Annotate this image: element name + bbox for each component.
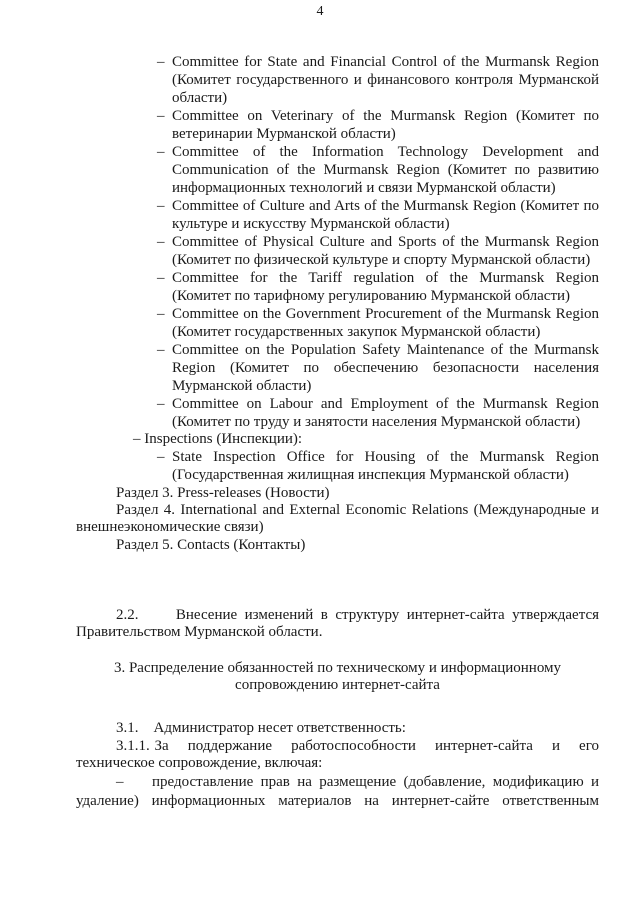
section-heading-3: 3. Распределение обязанностей по техническому и информационному — [113, 660, 562, 676]
item-en: Committee on Labour and Employment of the Murmansk Region — [172, 396, 599, 412]
dash-bullet: – — [157, 342, 165, 358]
item-en-cont: Communication of the Murmansk Region (Комитет по развитию — [172, 162, 599, 178]
item-en: Committee of Physical Culture and Sports of the Murmansk Region — [172, 234, 599, 250]
dash-bullet: – — [116, 774, 124, 790]
item-en: Committee on Veterinary of the Murmansk Region (Комитет по — [172, 108, 599, 124]
item-en: Committee of Culture and Arts of the Murmansk Region (Комитет по — [172, 198, 599, 214]
section-5: Раздел 5. Contacts (Контакты) — [116, 537, 306, 553]
list-item — [157, 107, 599, 143]
dash-bullet: – — [157, 396, 165, 412]
list-item — [157, 233, 599, 269]
inspections-heading — [133, 430, 302, 448]
list-item — [157, 269, 599, 305]
list-item — [157, 53, 599, 107]
dash-bullet: – — [157, 234, 165, 250]
item-en: Committee for State and Financial Control of the Murmansk Region — [172, 54, 599, 70]
para-2-2-line1: 2.2. Внесение изменений в структуру интернет-сайта утверждается — [116, 607, 599, 623]
para-3-1: 3.1. Администратор несет ответственность: — [116, 720, 406, 736]
list-item — [157, 341, 599, 395]
list-item — [157, 448, 599, 484]
section-3: Раздел 3. Press-releases (Новости) — [116, 485, 330, 501]
dash-bullet: – — [157, 144, 165, 160]
dash-bullet: – — [157, 198, 165, 214]
list-item — [157, 197, 599, 233]
para-3-1-1-line1: 3.1.1. За поддержание работоспособности интернет-сайта и его — [116, 738, 599, 754]
para-2-2-line2: Правительством Мурманской области. — [76, 624, 323, 640]
list-item — [157, 395, 599, 431]
item-ru: (Комитет по труду и занятости населения Мурманской области) — [172, 414, 581, 430]
dash-bullet: – — [157, 108, 165, 124]
item-ru: ветеринарии Мурманской области) — [172, 126, 396, 142]
section-heading-3-line2: сопровождению интернет-сайта — [235, 677, 440, 693]
bullet-line1: предоставление прав на размещение (добавление, модификацию и — [152, 774, 599, 790]
bullet-line2: удаление) информационных материалов на интернет-сайте ответственным — [76, 793, 599, 809]
list-item — [157, 305, 599, 341]
dash-bullet: – — [157, 54, 165, 70]
item-en: Committee on the Government Procurement of the Murmansk Region — [172, 306, 599, 322]
dash-bullet: – — [133, 431, 145, 447]
item-en-cont: Region (Комитет по обеспечению безопасности населения — [172, 360, 599, 376]
item-ru: Мурманской области) — [172, 378, 312, 394]
item-ru: информационных технологий и связи Мурманской области) — [172, 180, 556, 196]
item-ru: культуре и искусству Мурманской области) — [172, 216, 450, 232]
dash-bullet: – — [157, 449, 165, 465]
item-en: Committee on the Population Safety Maintenance of the Murmansk — [172, 342, 599, 358]
inspections-label: Inspections (Инспекции): — [144, 431, 303, 447]
item-ru: (Комитет по тарифному регулированию Мурманской области) — [172, 288, 571, 304]
item-ru: (Комитет государственного и финансового контроля Мурманской области) — [172, 72, 599, 106]
item-en: State Inspection Office for Housing of the Murmansk Region — [172, 449, 599, 465]
committee-list — [157, 53, 599, 431]
section-4-line2: внешнеэкономические связи) — [76, 519, 264, 535]
list-item — [157, 143, 599, 197]
item-ru: (Комитет по физической культуре и спорту Мурманской области) — [172, 252, 591, 268]
item-ru: (Комитет государственных закупок Мурманской области) — [172, 324, 541, 340]
item-en: Committee of the Information Technology Development and — [172, 144, 599, 160]
section-4-line1: Раздел 4. International and External Economic Relations (Международные и — [116, 502, 599, 518]
dash-bullet: – — [157, 270, 165, 286]
item-en: Committee for the Tariff regulation of the Murmansk Region — [172, 270, 599, 286]
para-3-1-1-line2: техническое сопровождение, включая: — [76, 755, 323, 771]
inspection-item — [157, 448, 599, 484]
dash-bullet: – — [157, 306, 165, 322]
page-number: 4 — [316, 4, 324, 19]
item-ru: (Государственная жилищная инспекция Мурманской области) — [172, 467, 569, 483]
